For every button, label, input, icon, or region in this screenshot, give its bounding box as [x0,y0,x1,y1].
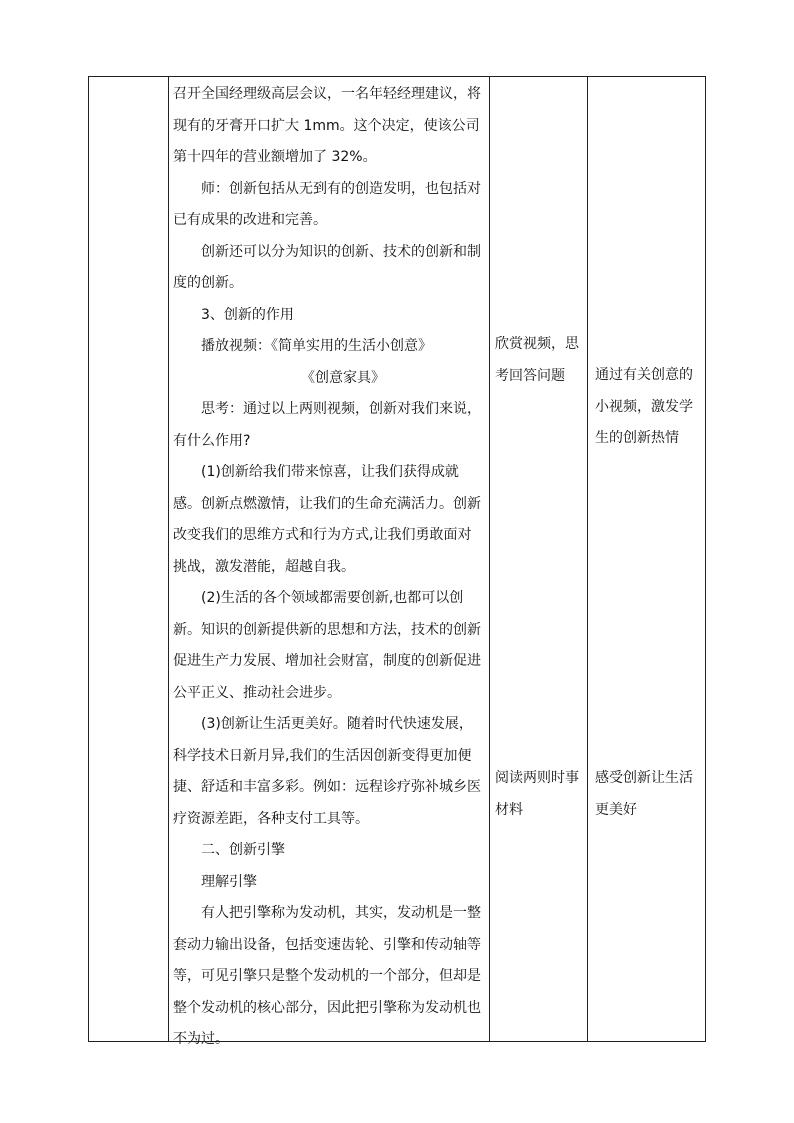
content-paragraph: (3)创新让生活更美好。随着时代快速发展，科学技术日新月异,我们的生活因创新变得更加便捷、舒适和丰富多彩。例如：远程诊疗弥补城乡医疗资源差距，各种支付工具等。 [173,716,481,827]
design-intent-cell [595,763,703,826]
content-paragraph: 有人把引擎称为发动机，其实，发动机是一整套动力输出设备，包括变速齿轮、引擎和传动轴等等，可见引擎只是整个发动机的一个部分，但却是整个发动机的核心部分，因此把引擎称为发动机也不为过。 [173,905,481,1047]
content-paragraph: (1)创新给我们带来惊喜，让我们获得成就感。创新点燃激情，让我们的生命充满活力。创新改变我们的思维方式和行为方式,让我们勇敢面对挑战，激发潜能，超越自我。 [173,464,481,575]
column-divider [168,77,169,1041]
section-heading: 二、创新引擎 [201,842,285,858]
design-intent-cell [595,360,703,455]
content-paragraph: 创新还可以分为知识的创新、技术的创新和制度的创新。 [173,243,481,291]
column-divider [489,77,490,1041]
content-paragraph: 思考：通过以上两则视频，创新对我们来说，有什么作用? [173,401,481,449]
content-paragraph: 召开全国经理级高层会议，一名年轻经理建议，将现有的牙膏开口扩大 1mm。这个决定，使该公司第十四年的营业额增加了 32%。 [173,86,481,165]
student-activity-text: 欣赏视频，思考回答问题 [495,336,579,384]
lesson-table [88,76,706,1047]
column-divider [587,77,588,1041]
student-activity-cell [495,329,589,392]
content-paragraph: 师：创新包括从无到有的创造发明，也包括对已有成果的改进和完善。 [173,180,481,228]
design-intent-text: 通过有关创意的小视频，激发学生的创新热情 [595,367,693,446]
content-paragraph: (2)生活的各个领域都需要创新,也都可以创新。知识的创新提供新的思想和方法，技术的创新促进生产力发展、增加社会财富，制度的创新促进公平正义、推动社会进步。 [173,590,481,701]
content-paragraph: 播放视频：《简单实用的生活小创意》 [201,338,432,354]
student-activity-text: 阅读两则时事材料 [495,770,579,818]
student-activity-cell [495,763,589,826]
design-intent-text: 感受创新让生活更美好 [595,770,693,818]
teaching-content-cell [173,79,485,1056]
sub-heading: 理解引擎 [201,873,257,890]
section-heading: 3、创新的作用 [201,306,294,323]
content-paragraph: 《创意家具》 [301,369,385,386]
